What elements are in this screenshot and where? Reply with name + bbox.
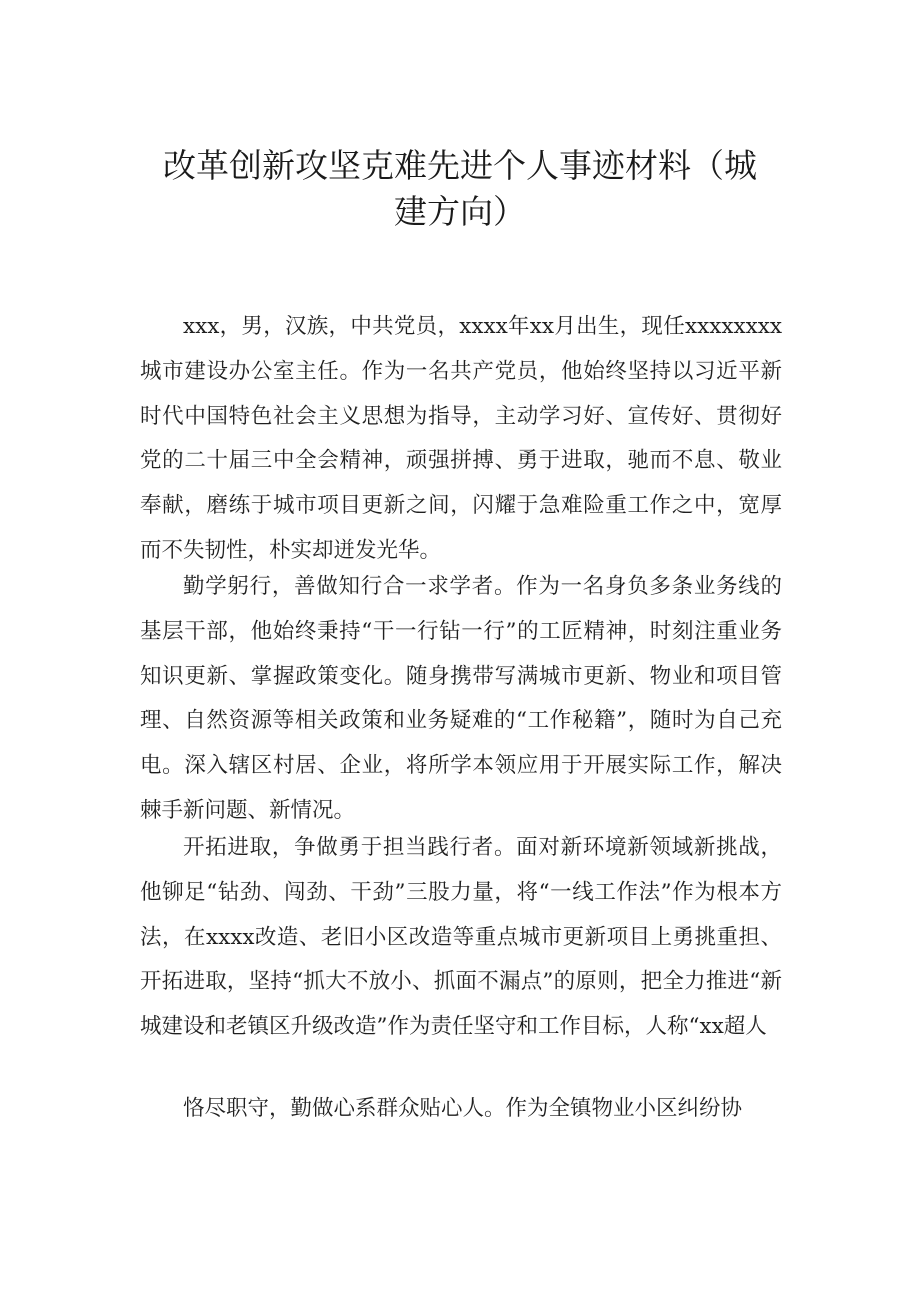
document-title-line-2: 建方向） [394, 192, 526, 231]
document-title-line-1: 改革创新攻坚克难先进个人事迹材料（城 [163, 146, 757, 185]
paragraph-pioneer: 开拓进取，争做勇于担当践行者。面对新环境新领域新挑战，他铆足“钻劲、闯劲、干劲”三股力量，将“一线工作法”作为根本方法，在xxxx改造、老旧小区改造等重点城市更新项目上勇挑重担、开拓进取，坚持“抓大不放小、抓面不漏点”的原则，把全力推进“新城建设和老镇区升级改造”作为责任坚守和工作目标，人称“xx超人 [140, 835, 782, 1040]
paragraph-duty: 恪尽职守，勤做心系群众贴心人。作为全镇物业小区纠纷协 [183, 1096, 743, 1121]
paragraph-intro: xxx，男，汉族，中共党员，xxxx年xx月出生，现任xxxxxxxx城市建设办公室主任。作为一名共产党员，他始终坚持以习近平新时代中国特色社会主义思想为指导，主动学习好、宣传好、贯彻好党的二十届三中全会精神，顽强拼搏、勇于进取，驰而不息、敬业奉献，磨练于城市项目更新之间，闪耀于急难险重工作之中，宽厚而不失韧性，朴实却迸发光华。 [140, 314, 782, 563]
paragraph-study: 勤学躬行，善做知行合一求学者。作为一名身负多条业务线的基层干部，他始终秉持“干一行钻一行”的工匠精神，时刻注重业务知识更新、掌握政策变化。随身携带写满城市更新、物业和项目管理、自然资源等相关政策和业务疑难的“工作秘籍”，随时为自己充电。深入辖区村居、企业，将所学本领应用于开展实际工作，解决棘手新问题、新情况。 [140, 574, 782, 823]
